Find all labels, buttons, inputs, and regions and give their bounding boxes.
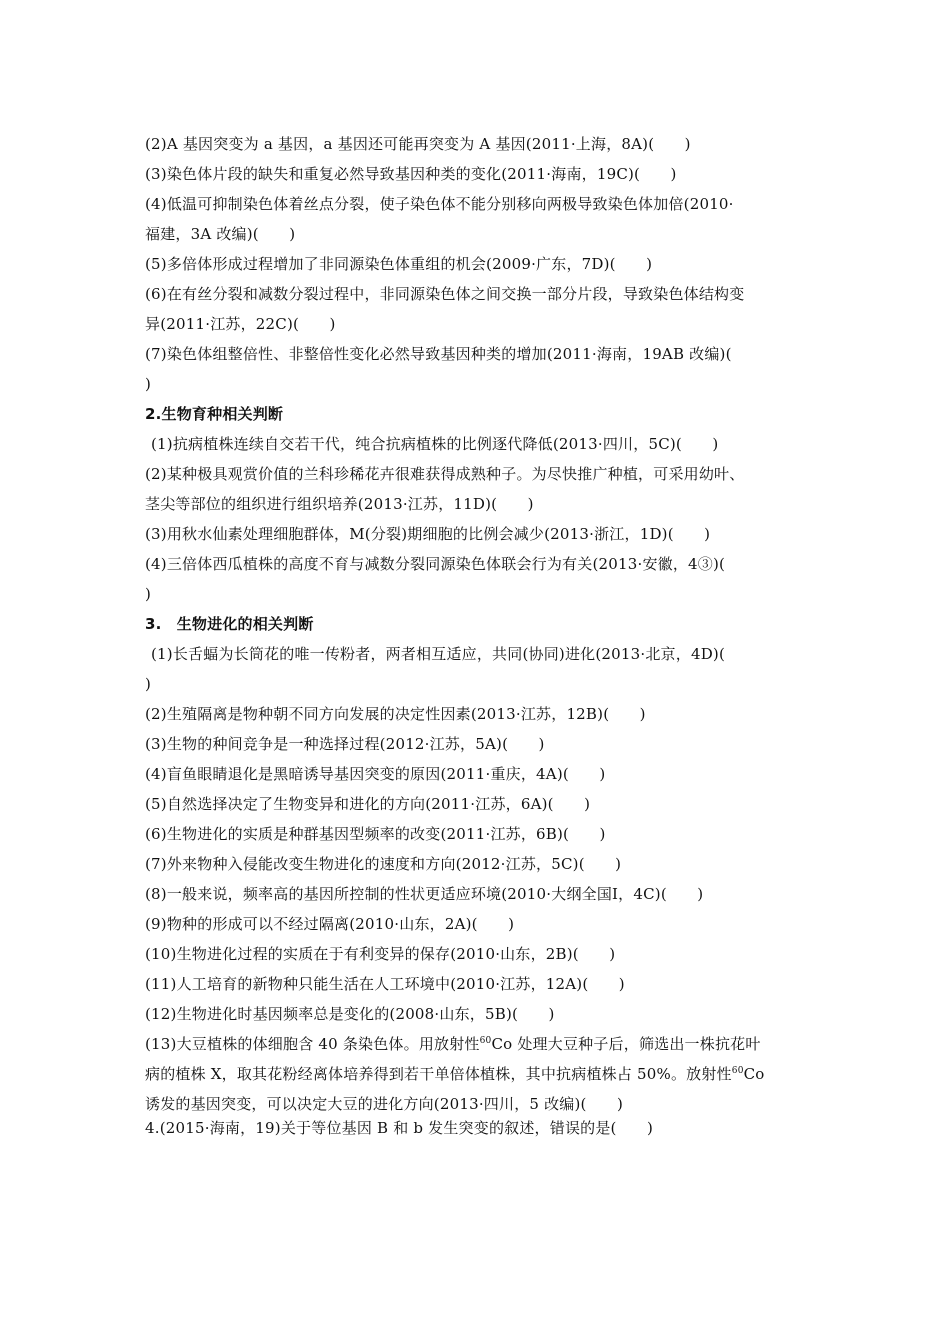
item-s3-q10: (10)生物进化过程的实质在于有利变异的保存(2010·山东，2B)( ) [145, 945, 616, 963]
item-s2-q1: (1)抗病植株连续自交若干代，纯合抗病植株的比例逐代降低(2013·四川，5C)( ) [151, 435, 719, 453]
item-s1-q6-line1: (6)在有丝分裂和减数分裂过程中，非同源染色体之间交换一部分片段，导致染色体结构变 [145, 285, 745, 303]
item-s1-q3: (3)染色体片段的缺失和重复必然导致基因种类的变化(2011·海南，19C)( ) [145, 165, 677, 183]
item-s3-q13-text-c: 病的植株 X，取其花粉经离体培养得到若干单倍体植株，其中抗病植株占 50%。放射性 [145, 1065, 732, 1083]
item-s3-q1-line1: (1)长舌蝠为长筒花的唯一传粉者，两者相互适应，共同(协同)进化(2013·北京，4D)( [151, 645, 726, 663]
item-s3-q11: (11)人工培育的新物种只能生活在人工环境中(2010·江苏，12A)( ) [145, 975, 625, 993]
item-s3-q13-line2 [145, 1062, 810, 1086]
section-heading-evolution: 3. 生物进化的相关判断 [145, 615, 314, 633]
item-s3-q13-line1 [145, 1032, 810, 1056]
item-s3-q13-text-b: Co 处理大豆种子后，筛选出一株抗花叶 [491, 1035, 761, 1053]
item-s1-q4-line1: (4)低温可抑制染色体着丝点分裂，使子染色体不能分别移向两极导致染色体加倍(2010· [145, 195, 734, 213]
item-s2-q4-line2: ) [145, 585, 152, 603]
question-4-stem: 4.(2015·海南，19)关于等位基因 B 和 b 发生突变的叙述，错误的是( ) [145, 1119, 654, 1137]
item-s1-q4-line2: 福建，3A 改编)( ) [145, 225, 296, 243]
item-s3-q9: (9)物种的形成可以不经过隔离(2010·山东，2A)( ) [145, 915, 515, 933]
item-s3-q12: (12)生物进化时基因频率总是变化的(2008·山东，5B)( ) [145, 1005, 555, 1023]
document-body [145, 132, 810, 1140]
item-s2-q2-line1: (2)某种极具观赏价值的兰科珍稀花卉很难获得成熟种子。为尽快推广种植，可采用幼叶、 [145, 465, 745, 483]
item-s3-q4: (4)盲鱼眼睛退化是黑暗诱导基因突变的原因(2011·重庆，4A)( ) [145, 765, 606, 783]
isotope-mass-number: 60 [731, 1066, 744, 1076]
item-s2-q2-line2: 茎尖等部位的组织进行组织培养(2013·江苏，11D)( ) [145, 495, 534, 513]
item-s1-q6-line2: 异(2011·江苏，22C)( ) [145, 315, 336, 333]
item-s3-q13-text-d: Co [743, 1065, 765, 1083]
item-s3-q5: (5)自然选择决定了生物变异和进化的方向(2011·江苏，6A)( ) [145, 795, 591, 813]
item-s3-q8: (8)一般来说，频率高的基因所控制的性状更适应环境(2010·大纲全国Ⅰ，4C)( ) [145, 885, 704, 903]
item-s3-q6: (6)生物进化的实质是种群基因型频率的改变(2011·江苏，6B)( ) [145, 825, 606, 843]
item-s3-q2: (2)生殖隔离是物种朝不同方向发展的决定性因素(2013·江苏，12B)( ) [145, 705, 646, 723]
item-s3-q7: (7)外来物种入侵能改变生物进化的速度和方向(2012·江苏，5C)( ) [145, 855, 622, 873]
item-s3-q13-text-a: (13)大豆植株的体细胞含 40 条染色体。用放射性 [145, 1035, 480, 1053]
section-heading-breeding: 2.生物育种相关判断 [145, 405, 284, 423]
item-s3-q3: (3)生物的种间竞争是一种选择过程(2012·江苏，5A)( ) [145, 735, 545, 753]
item-s1-q7-line2: ) [145, 375, 152, 393]
item-s3-q13-line3: 诱发的基因突变，可以决定大豆的进化方向(2013·四川，5 改编)( ) [145, 1095, 624, 1113]
item-s1-q2: (2)A 基因突变为 a 基因，a 基因还可能再突变为 A 基因(2011·上海，8A)( ) [145, 135, 691, 153]
isotope-mass-number: 60 [479, 1036, 492, 1046]
item-s2-q3: (3)用秋水仙素处理细胞群体，M(分裂)期细胞的比例会减少(2013·浙江，1D)( ) [145, 525, 711, 543]
item-s3-q1-line2: ) [145, 675, 152, 693]
item-s1-q7-line1: (7)染色体组整倍性、非整倍性变化必然导致基因种类的增加(2011·海南，19AB 改编)( [145, 345, 732, 363]
item-s2-q4-line1: (4)三倍体西瓜植株的高度不育与减数分裂同源染色体联会行为有关(2013·安徽，4③)( [145, 555, 726, 573]
item-s1-q5: (5)多倍体形成过程增加了非同源染色体重组的机会(2009·广东，7D)( ) [145, 255, 653, 273]
